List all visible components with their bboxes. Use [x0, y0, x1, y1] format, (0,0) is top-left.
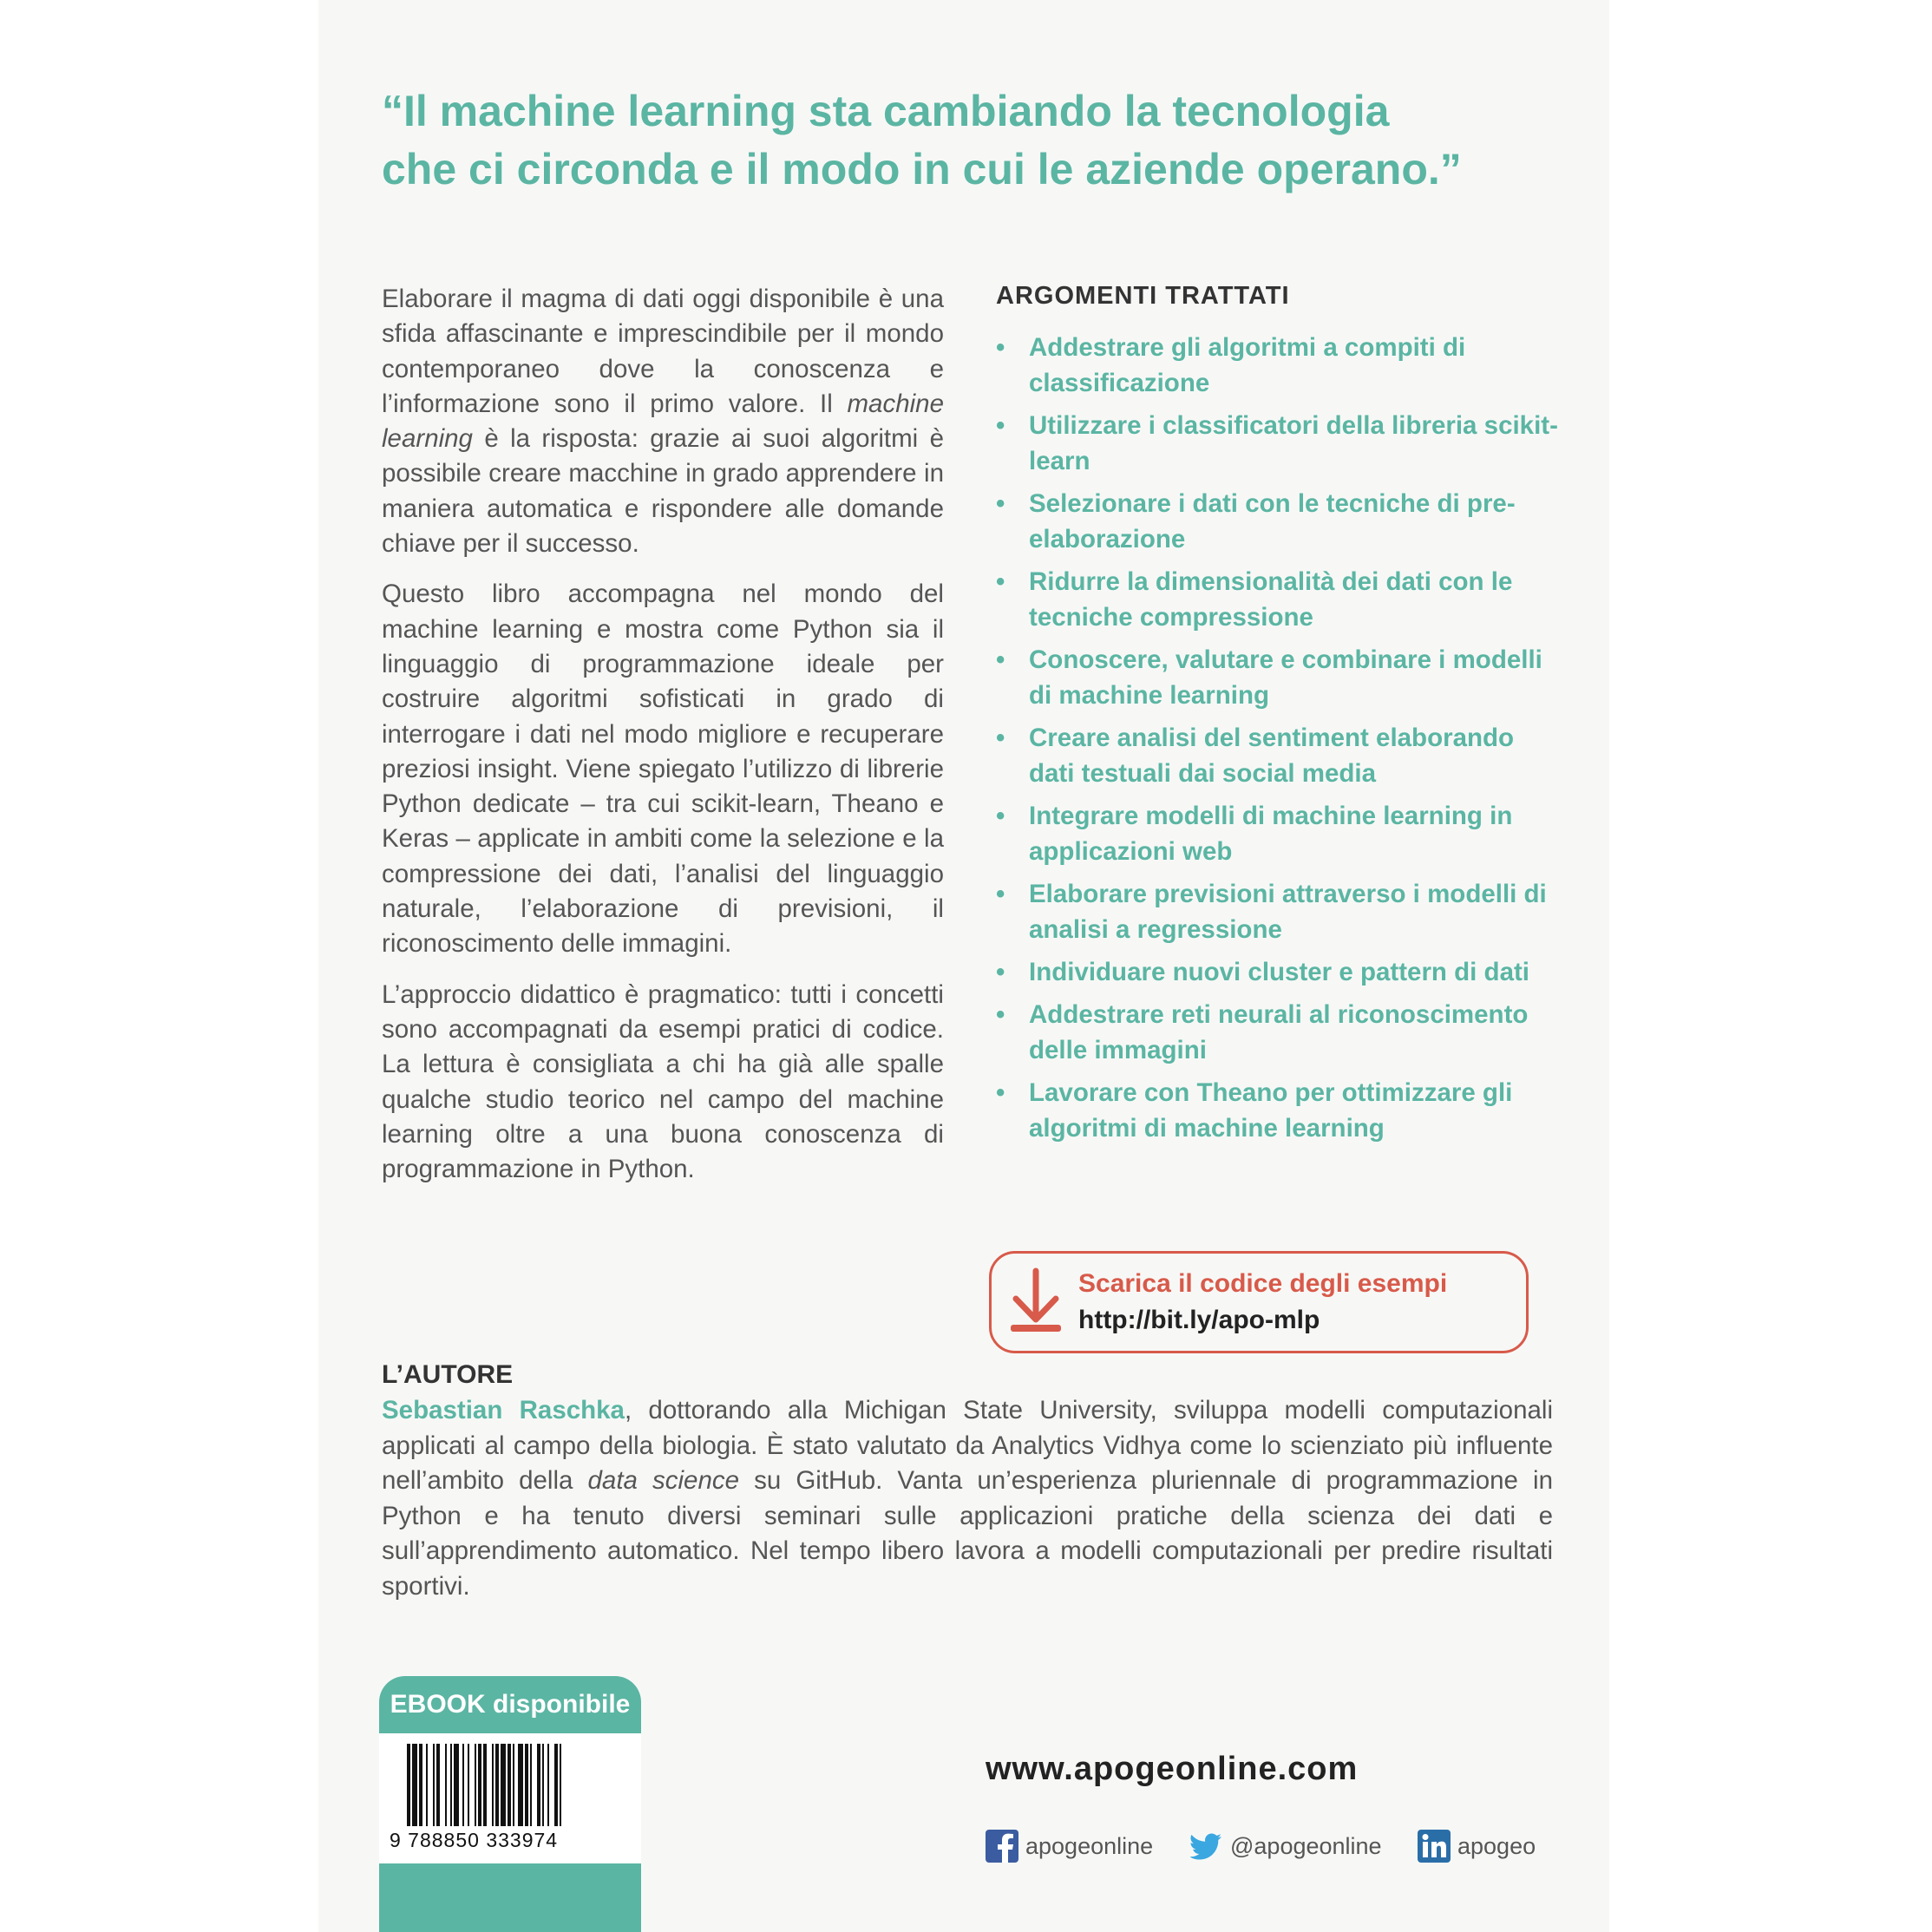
twitter-link[interactable]	[1190, 1829, 1382, 1863]
topic-label: Elaborare previsioni attraverso i modelli di analisi a regressione	[1029, 880, 1547, 944]
topic-label: Conoscere, valutare e combinare i modelli di machine learning	[1029, 645, 1542, 710]
description-paragraph: L’approccio didattico è pragmatico: tutti i concetti sono accompagnati da esempi pratici di codice. La lettura è consigliata a chi ha già alle spalle qualche studio teorico nel campo del machine learning oltre a una buona conoscenza di programmazione in Python.	[382, 979, 944, 1184]
barcode-image	[405, 1744, 622, 1830]
topic-label: Ridurre la dimensionalità dei dati con le tecniche compressione	[1029, 567, 1513, 632]
topics-list	[996, 330, 1560, 1146]
topic-label: Selezionare i dati con le tecniche di pre-elaborazione	[1029, 489, 1516, 553]
linkedin-link[interactable]	[1418, 1829, 1536, 1863]
topic-item	[996, 720, 1560, 791]
barcode-digits: 9 788850 333974	[390, 1829, 559, 1851]
topic-label: Addestrare gli algoritmi a compiti di classificazione	[1029, 333, 1466, 397]
author-heading: L’AUTORE	[382, 1360, 514, 1389]
topic-item	[996, 330, 1560, 401]
quote-line-2: che ci circonda e il modo in cui le aziende operano.”	[382, 145, 1462, 193]
bullet-icon: •	[996, 1000, 1005, 1029]
bullet-icon: •	[996, 567, 1005, 596]
description-emphasis: machine learning	[382, 389, 944, 454]
topic-label: Addestrare reti neurali al riconoscimento delle immagini	[1029, 1000, 1529, 1064]
facebook-handle: apogeonline	[1025, 1832, 1154, 1859]
twitter-handle: @apogeonline	[1230, 1832, 1382, 1859]
topic-label: Individuare nuovi cluster e pattern di dati	[1029, 958, 1529, 986]
download-arrow-icon	[1007, 1267, 1064, 1337]
twitter-icon	[1190, 1830, 1223, 1863]
topic-item	[996, 1075, 1560, 1146]
bullet-icon: •	[996, 880, 1005, 908]
topic-item	[996, 408, 1560, 479]
bullet-icon: •	[996, 333, 1005, 362]
topics-section	[996, 282, 1560, 1153]
bullet-icon: •	[996, 489, 1005, 518]
bullet-icon: •	[996, 645, 1005, 674]
author-bio-emphasis: data science	[587, 1466, 740, 1495]
bullet-icon: •	[996, 1078, 1005, 1107]
topic-item	[996, 798, 1560, 869]
author-bio-part: , dottorando alla Michigan State University, sviluppa modelli computazionali applicati al campo della biologia. È stato valutato da Analytics Vidhya come lo scienziato più influente nell’ambito della	[382, 1396, 1553, 1495]
topic-item	[996, 642, 1560, 713]
description-paragraph: Questo libro accompagna nel mondo del machine learning e mostra come Python sia il linguaggio di programmazione ideale per costruire algoritmi sofisticati in grado di interrogare i dati nel modo migliore e recuperare preziosi insight. Viene spiegato l’utilizzo di librerie Python dedicate – tra cui scikit-learn, Theano e Keras – applicate in ambiti come la selezione e la compressione dei dati, l’analisi del linguaggio naturale, l’elaborazione di previsioni, il riconoscimento delle immagini.	[382, 580, 944, 959]
author-section	[382, 1360, 1553, 1604]
website-url[interactable]: www.apogeonline.com	[986, 1751, 1359, 1787]
topic-item	[996, 997, 1560, 1068]
download-code-box[interactable]	[989, 1251, 1529, 1353]
topic-label: Creare analisi del sentiment elaborando dati testuali dai social media	[1029, 724, 1515, 788]
green-strip	[379, 1863, 641, 1932]
ebook-badge: EBOOK disponibile	[379, 1676, 641, 1733]
topic-label: Lavorare con Theano per ottimizzare gli algoritmi di machine learning	[1029, 1078, 1513, 1143]
facebook-icon	[986, 1830, 1018, 1863]
topic-item	[996, 486, 1560, 557]
cover-quote	[382, 82, 1596, 199]
author-bio-part: su GitHub. Vanta un’esperienza pluriennale di programmazione in Python e ha tenuto diversi seminari sulle applicazioni pratiche della scienza dei dati e sull’apprendimento automatico. Nel tempo libero lavora a modelli computazionali per predire risultati sportivi.	[382, 1466, 1553, 1601]
quote-line-1: “Il machine learning sta cambiando la tecnologia	[382, 87, 1390, 135]
topic-label: Utilizzare i classificatori della libreria scikit-learn	[1029, 411, 1558, 475]
facebook-link[interactable]	[986, 1829, 1153, 1863]
topic-item	[996, 954, 1560, 990]
topics-heading: ARGOMENTI TRATTATI	[996, 282, 1290, 310]
topic-item	[996, 876, 1560, 947]
bullet-icon: •	[996, 802, 1005, 830]
download-label: Scarica il codice degli esempi	[1078, 1269, 1448, 1298]
barcode	[379, 1733, 641, 1863]
linkedin-handle: apogeo	[1457, 1832, 1536, 1859]
author-name: Sebastian Raschka	[382, 1396, 625, 1424]
topic-item	[996, 564, 1560, 635]
bullet-icon: •	[996, 411, 1005, 440]
linkedin-icon	[1418, 1830, 1451, 1863]
topic-label: Integrare modelli di machine learning in applicazioni web	[1029, 802, 1513, 866]
description-text-part: Elaborare il magma di dati oggi disponibile è una sfida affascinante e imprescindibile per il mondo contemporaneo dove la conoscenza e l’informazione sono il primo valore. Il	[382, 285, 944, 418]
bullet-icon: •	[996, 958, 1005, 986]
description-text	[382, 282, 944, 1202]
author-bio	[382, 1393, 1553, 1604]
description-text-part: è la risposta: grazie ai suoi algoritmi è possibile creare macchine in grado apprendere in maniera automatica e rispondere alle domande chiave per il successo.	[382, 424, 944, 559]
download-link[interactable]: http://bit.ly/apo-mlp	[1078, 1306, 1320, 1334]
bullet-icon: •	[996, 724, 1005, 752]
description-paragraph	[382, 282, 944, 561]
